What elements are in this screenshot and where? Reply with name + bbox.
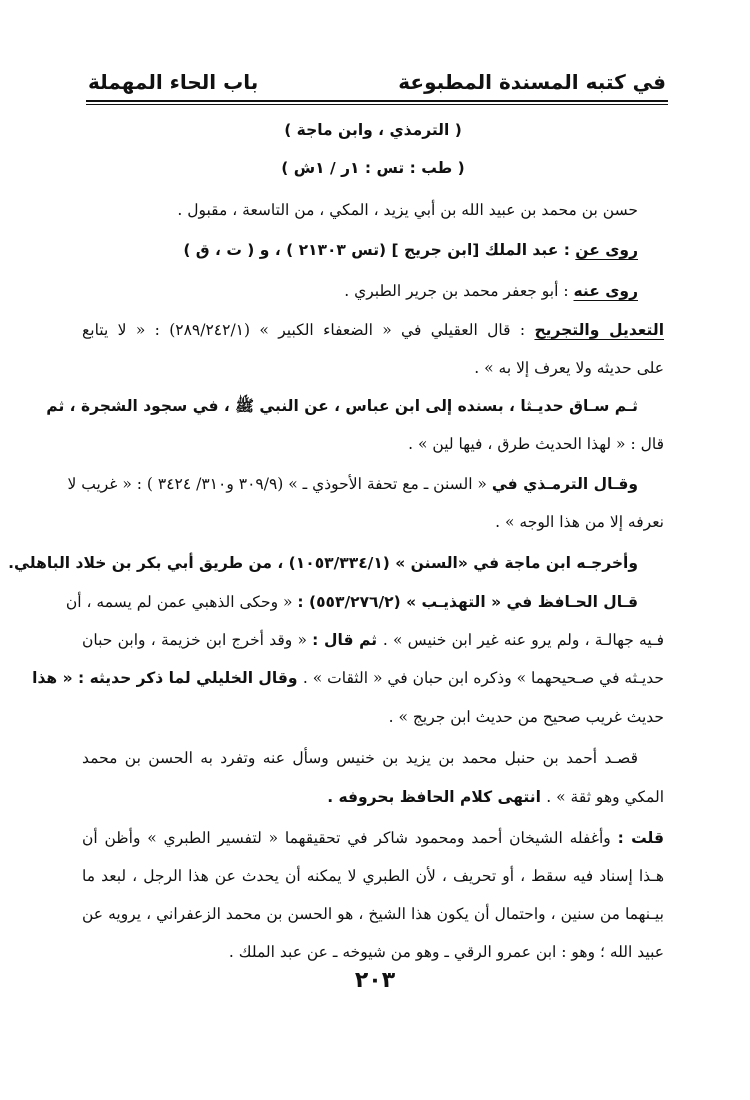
paragraph-line <box>32 666 664 690</box>
text-segment: فـيه جهالـة ، ولم يرو عنه غير ابن خنيس » . <box>382 631 664 649</box>
paragraph-line: ثـم سـاق حديـثا ، بسنده إلى ابن عباس ، عن النبي ﷺ ، في سجود الشجرة ، ثم <box>46 397 638 415</box>
author-note-text: وأغفله الشيخان أحمد ومحمود شاكر في تحقيقهما « لتفسير الطبري » وأظن أن <box>82 829 618 847</box>
tirmidhi-label: وقـال الترمـذي في <box>491 475 638 493</box>
grading-text: : قال العقيلي في « الضعفاء الكبير » (٢٨٩/٢٤٢/١) : « لا يتابع <box>82 321 535 339</box>
paragraph-line: حديث غريب صحيح من حديث ابن جريج » . <box>388 708 664 726</box>
text-segment-bold: انتهى كلام الحافظ بحروفه . <box>327 788 547 806</box>
narrator-entry: حسن بن محمد بن عبيد الله بن أبي يزيد ، المكي ، من التاسعة ، مقبول . <box>177 201 638 219</box>
paragraph-line: قال : « لهذا الحديث طرق ، فيها لين » . <box>408 435 664 453</box>
narrated-by-label: روى عنه <box>573 282 638 300</box>
paragraph-line: عبيد الله ؛ وهو : ابن عمرو الرقي ـ وهو من شيوخه ـ عن عبد الملك . <box>228 943 664 961</box>
text-segment-bold: ثم قال : <box>312 631 383 649</box>
page-number: ٢٠٣ <box>354 968 396 993</box>
paragraph-line <box>82 628 664 652</box>
text-segment-bold: وقال الخليلي لما ذكر حديثه : « هذا <box>32 669 303 687</box>
paragraph-line <box>82 826 664 850</box>
paragraph-line: بيـنهما من سنين ، واحتمال أن يكون هذا الشيخ ، هو الحسن بن محمد الزعفراني ، يرويه عن <box>82 905 664 923</box>
running-header-title: في كتبه المسندة المطبوعة <box>398 70 666 94</box>
grading-label: التعديل والتجريح <box>534 321 665 339</box>
header-rule-bottom <box>86 104 668 105</box>
ibn-majah-label: وأخرجـه ابن ماجة في <box>473 554 638 572</box>
text-segment: « وقد أخرج ابن خزيمة ، وابن حبان <box>82 631 313 649</box>
hafiz-label: قـال الحـافظ في « التهذيـب » (٥٥٣/٢٧٦/٢) : <box>297 593 638 611</box>
text-segment: المكي وهو ثقة » . <box>546 788 664 806</box>
grading-line-1 <box>82 318 664 342</box>
narrated-from-line <box>82 238 664 262</box>
hafiz-text: « وحكى الذهبي عمن لم يسمه ، أن <box>65 593 298 611</box>
author-note-label: قلت : <box>617 829 664 847</box>
running-header-chapter: باب الحاء المهملة <box>88 70 259 94</box>
ibn-majah-text: «السنن » (١٠٥٣/٣٣٤/١) ، من طريق أبي بكر بن خلاد الباهلي. <box>8 554 474 572</box>
narrated-from-text: : عبد الملك [ابن جريج ] (تس ٢١٣٠٣ ) ، و ( ت ، ق ) <box>183 241 576 259</box>
narrated-from-label: روى عن <box>575 241 638 259</box>
paragraph-line: هـذا إسناد فيه سقط ، أو تحريف ، لأن الطبري لا يمكنه أن يحدث عن هذا الرجل ، لبعد ما <box>82 867 664 885</box>
tirmidhi-text: « السنن ـ مع تحفة الأحوذي ـ » (٣٠٩/٩ و٣١٠/ ٣٤٢٤ ) : « غريب لا <box>67 475 492 493</box>
paragraph-line: نعرفه إلا من هذا الوجه » . <box>495 513 664 531</box>
reference-codes: ( طب : تس : ١ر / ١ش ) <box>281 159 465 177</box>
grading-line-2: على حديثه ولا يعرف إلا به » . <box>474 359 664 377</box>
text-segment: حديـثه في صـحيحهما » وذكره ابن حبان في « الثقات » . <box>302 669 664 687</box>
paragraph-line <box>8 551 664 575</box>
header-rule-top <box>86 100 668 102</box>
narrated-by-text: : أبو جعفر محمد بن جرير الطبري . <box>344 282 574 300</box>
narrated-by-line <box>82 279 664 303</box>
paragraph-line <box>65 590 664 614</box>
reference-sources: ( الترمذي ، وابن ماجة ) <box>284 121 462 139</box>
paragraph-line <box>82 785 664 809</box>
paragraph-line <box>67 472 664 496</box>
paragraph-line: قصـد أحمد بن حنبل محمد بن يزيد بن خنيس وسأل عنه وتفرد به الحسن بن محمد <box>82 749 638 767</box>
